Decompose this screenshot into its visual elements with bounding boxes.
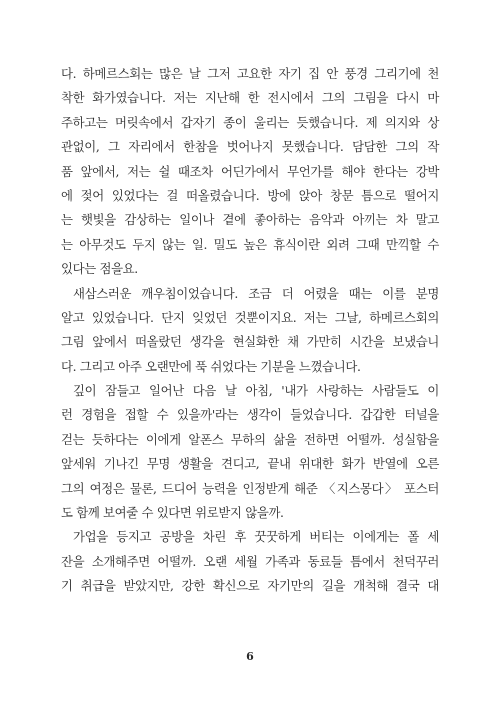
text-line: 런 경험을 접할 수 있을까'라는 생각이 들었습니다. 갑갑한 터널을 (61, 407, 439, 423)
text-line: 관없이, 그 자리에서 한참을 벗어나지 못했습니다. 담담한 그의 작 (61, 139, 439, 155)
page-number: 6 (246, 650, 254, 663)
text-line: 기 취급을 받았지만, 강한 확신으로 자기만의 길을 개척해 결국 대 (61, 578, 439, 594)
text-line: 품 앞에서, 저는 쉴 때조차 어딘가에서 무언가를 해야 한다는 강박 (61, 163, 439, 179)
text-line: 가업을 등지고 공방을 차린 후 꿋꿋하게 버티는 이에게는 폴 세 (73, 529, 439, 545)
text-line: 잔을 소개해주면 어떨까. 오랜 세월 가족과 동료들 틈에서 천덕꾸러 (61, 553, 439, 569)
text-line: 새삼스러운 깨우침이었습니다. 조금 더 어렸을 때는 이를 분명 (73, 285, 439, 301)
text-line: 그의 여정은 물론, 드디어 능력을 인정받게 해준 〈지스몽다〉 포스터 (61, 480, 439, 496)
paragraph-4 (61, 525, 439, 598)
text-line: 주하고는 머릿속에서 갑자기 종이 울리는 듯했습니다. 제 의지와 상 (61, 114, 439, 130)
paragraph-2 (61, 282, 439, 380)
text-line: 다. 그리고 아주 오랜만에 푹 쉬었다는 기분을 느꼈습니다. (61, 358, 361, 374)
text-line: 는 햇빛을 감상하는 일이나 곁에 좋아하는 음악과 아끼는 차 말고 (61, 212, 439, 228)
text-line: 알고 있었습니다. 단지 잊었던 것뿐이지요. 저는 그날, 하메르스회의 (61, 309, 439, 325)
text-line: 앞세워 기나긴 무명 생활을 견디고, 끝내 위대한 화가 반열에 오른 (61, 456, 439, 472)
text-line: 걷는 듯하다는 이에게 알폰스 무하의 삶을 전하면 어떨까. 성실함을 (61, 431, 439, 447)
text-line: 있다는 점을요. (61, 261, 138, 277)
text-line: 는 아무것도 두지 않는 일. 밀도 높은 휴식이란 외려 그때 만끽할 수 (61, 236, 439, 252)
body-text (61, 62, 439, 599)
text-line: 도 함께 보여줄 수 있다면 위로받지 않을까. (61, 505, 284, 521)
paragraph-1 (61, 62, 439, 282)
text-line: 에 젖어 있었다는 걸 떠올렸습니다. 방에 앉아 창문 틈으로 떨어지 (61, 187, 439, 203)
paragraph-3 (61, 379, 439, 525)
text-line: 착한 화가였습니다. 저는 지난해 한 전시에서 그의 그림을 다시 마 (61, 90, 439, 106)
text-line: 그림 앞에서 떠올랐던 생각을 현실화한 채 가만히 시간을 보냈습니 (61, 334, 439, 350)
text-line: 다. 하메르스회는 많은 날 그저 고요한 자기 집 안 풍경 그리기에 천 (61, 66, 439, 81)
text-line: 깊이 잠들고 일어난 다음 날 아침, '내가 사랑하는 사람들도 이 (73, 383, 439, 399)
